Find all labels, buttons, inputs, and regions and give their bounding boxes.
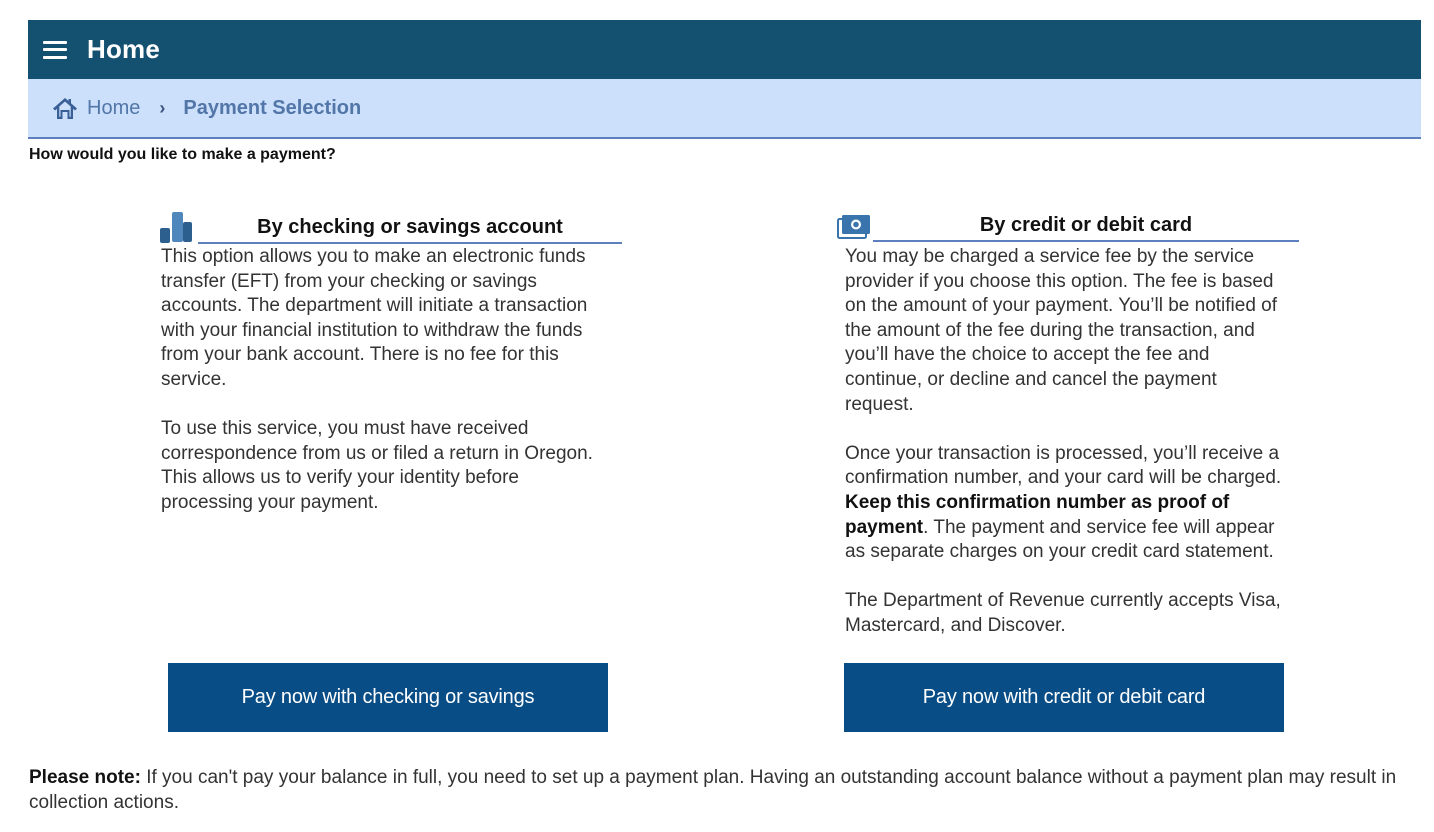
breadcrumb-home-link[interactable]: Home	[87, 96, 141, 119]
card-option-description	[845, 245, 1287, 639]
card-option-header	[836, 210, 1299, 242]
breadcrumb	[28, 79, 1421, 139]
checking-option-description	[161, 245, 601, 516]
checking-option-heading: By checking or savings account	[198, 215, 622, 244]
page-title: Home	[87, 34, 161, 64]
pay-checking-button[interactable]: Pay now with checking or savings	[168, 663, 608, 732]
confirmation-emphasis: Keep this confirmation number as proof of payment	[845, 491, 1230, 538]
pay-card-button[interactable]: Pay now with credit or debit card	[844, 663, 1284, 732]
note-label: Please note:	[29, 767, 141, 788]
money-bill-icon	[836, 210, 872, 242]
checking-option-paragraph: To use this service, you must have received correspondence from us or filed a return in Oregon. This allows us to verify your identity before processing your payment.	[161, 418, 593, 513]
card-option-paragraph: The Department of Revenue currently accepts Visa, Mastercard, and Discover.	[845, 590, 1281, 636]
checking-option-paragraph: This option allows you to make an electronic funds transfer (EFT) from your checking or savings accounts. The department will initiate a transaction with your financial institution to withdraw the funds from your bank account. There is no fee for this service.	[161, 246, 588, 390]
coins-icon	[159, 210, 193, 244]
card-option-heading: By credit or debit card	[873, 213, 1299, 242]
top-app-bar	[28, 20, 1421, 79]
breadcrumb-separator: ›	[159, 97, 166, 118]
payment-question: How would you like to make a payment?	[29, 146, 336, 163]
checking-option-header	[159, 210, 622, 244]
card-option-paragraph: You may be charged a service fee by the service provider if you choose this option. The fee is based on the amount of your payment. You’ll be notified of the amount of the fee during the transaction, and you’ll have the choice to accept the fee and continue, or decline and cancel the payment request.	[845, 246, 1278, 415]
breadcrumb-current: Payment Selection	[183, 96, 362, 119]
card-option-paragraph: Once your transaction is processed, you’ll receive a confirmation number, and your card will be charged. Keep this confirmation number as proof of payment. The payment and service fee will appear as separate charges on your credit card statement.	[845, 442, 1282, 563]
home-icon[interactable]	[52, 96, 78, 120]
payment-plan-note	[29, 765, 1409, 815]
hamburger-menu-icon[interactable]	[43, 41, 67, 59]
note-text: If you can't pay your balance in full, you need to set up a payment plan. Having an outstanding account balance without a payment plan may result in collection actions.	[29, 767, 1397, 813]
